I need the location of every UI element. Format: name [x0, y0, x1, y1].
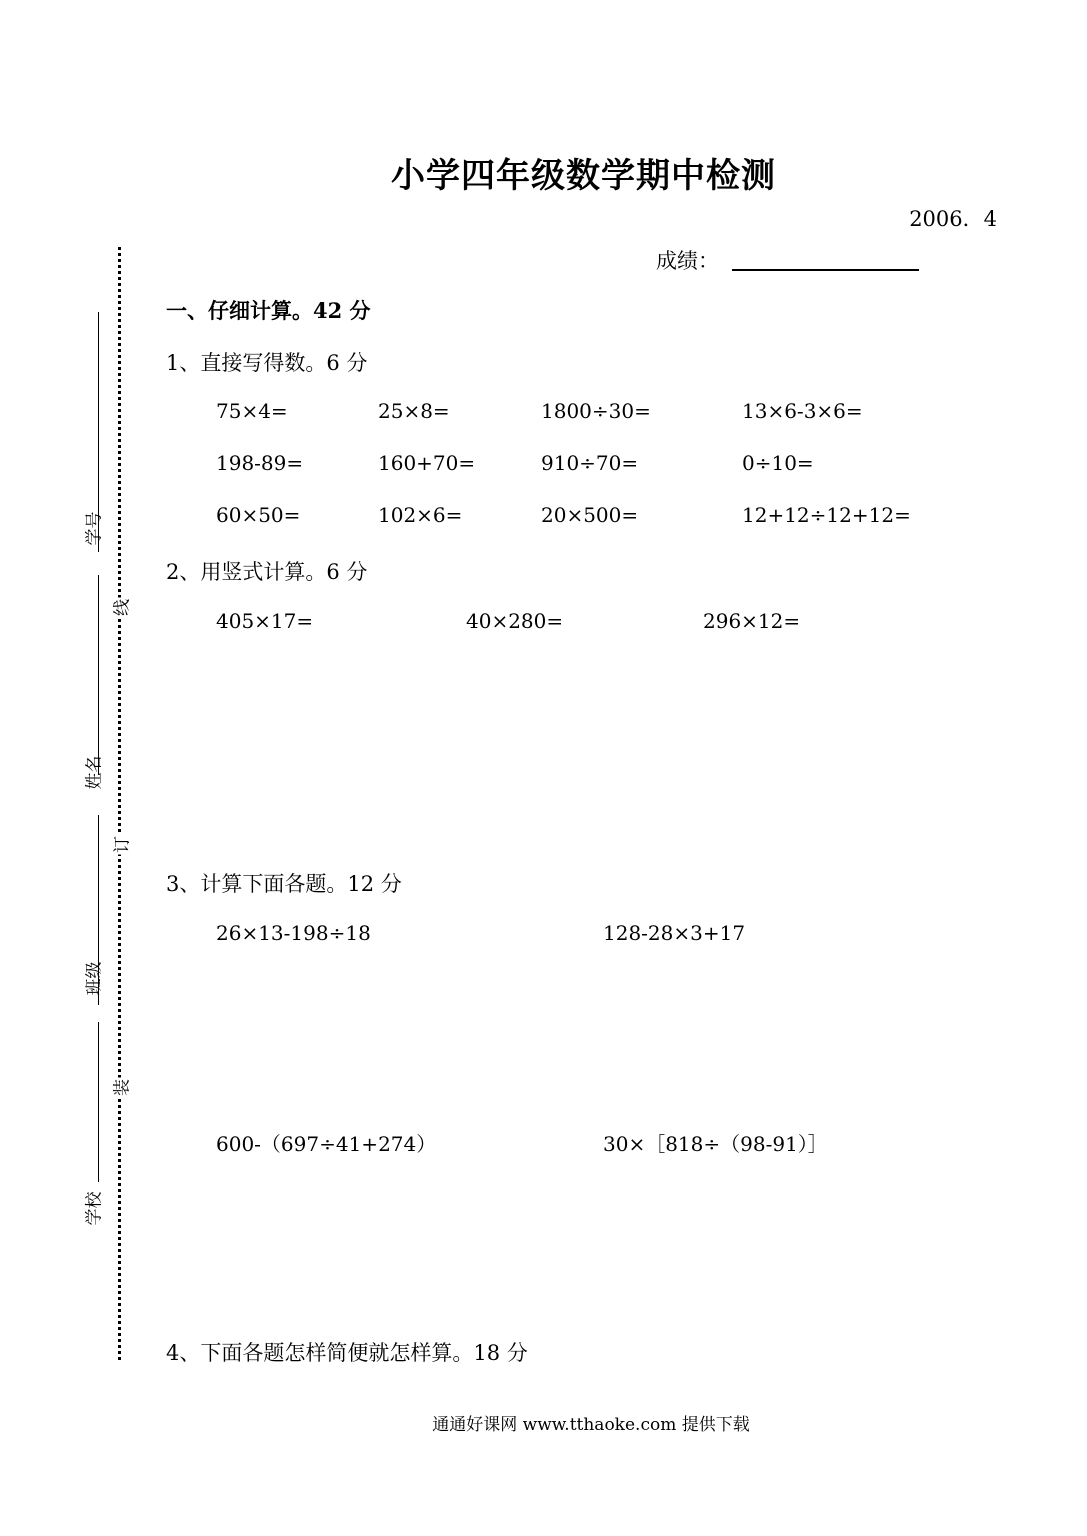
q1-item: 12+12÷12+12= — [742, 503, 911, 527]
q1-item: 13×6-3×6= — [742, 399, 863, 423]
exam-date: 2006．4 — [909, 207, 997, 231]
q2-item: 296×12= — [703, 609, 801, 633]
q1-item: 198-89= — [216, 451, 304, 475]
question-2-label: 2、用竖式计算。6 分 — [166, 560, 368, 584]
q2-item: 405×17= — [216, 609, 314, 633]
student-id-label: 学号 — [84, 511, 105, 546]
school-label: 学校 — [84, 1191, 105, 1226]
question-1-label: 1、直接写得数。6 分 — [166, 351, 368, 375]
school-blank[interactable] — [98, 1022, 99, 1182]
q3-item: 30×［818÷（98-91）］ — [603, 1132, 828, 1156]
q1-item: 160+70= — [378, 451, 476, 475]
q1-item: 910÷70= — [541, 451, 639, 475]
binding-dotted-line — [118, 247, 121, 1360]
question-4-label: 4、下面各题怎样简便就怎样算。18 分 — [166, 1341, 528, 1365]
cut-mark-zhuang: 装 — [108, 1078, 133, 1098]
cut-mark-ding: 订 — [108, 835, 133, 855]
q3-item: 26×13-198÷18 — [216, 921, 371, 945]
score-label: 成绩： — [656, 249, 719, 273]
q1-item: 102×6= — [378, 503, 463, 527]
page-title: 小学四年级数学期中检测 — [391, 156, 776, 196]
q1-item: 1800÷30= — [541, 399, 651, 423]
cut-mark-xian: 线 — [108, 598, 133, 618]
student-name-label: 姓名 — [84, 755, 105, 790]
q1-item: 60×50= — [216, 503, 301, 527]
q1-item: 25×8= — [378, 399, 450, 423]
student-name-blank[interactable] — [98, 575, 99, 775]
q3-item: 128-28×3+17 — [603, 921, 746, 945]
q2-item: 40×280= — [466, 609, 564, 633]
q1-item: 75×4= — [216, 399, 288, 423]
footer-credit: 通通好课网 www.tthaoke.com 提供下载 — [432, 1415, 750, 1435]
class-label: 班级 — [84, 961, 105, 996]
q1-item: 20×500= — [541, 503, 639, 527]
score-blank-line[interactable] — [732, 269, 919, 271]
section-1-heading: 一、仔细计算。42 分 — [166, 298, 371, 323]
question-3-label: 3、计算下面各题。12 分 — [166, 872, 402, 896]
q3-item: 600-（697÷41+274） — [216, 1132, 437, 1156]
q1-item: 0÷10= — [742, 451, 814, 475]
